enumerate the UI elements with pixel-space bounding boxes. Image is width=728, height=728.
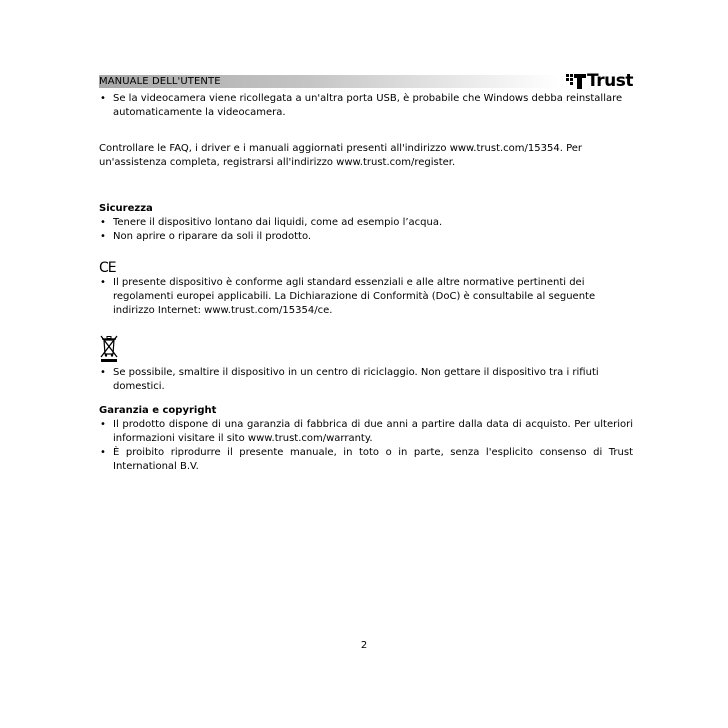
- list-item: • È proibito riprodurre il presente manuale, in toto o in parte, senza l'esplicito consenso di Trust International B.V.: [99, 446, 633, 474]
- document-body: [99, 92, 633, 474]
- list-item: • Se la videocamera viene ricollegata a un'altra porta USB, è probabile che Windows debba reinstallare automaticamente la videocamera.: [99, 92, 633, 120]
- crossed-out-bin-icon: [99, 334, 633, 362]
- trust-logo: [566, 72, 633, 90]
- list-item: • Non aprire o riparare da soli il prodotto.: [99, 230, 633, 244]
- list-item: • Se possibile, smaltire il dispositivo in un centro di riciclaggio. Non gettare il dispositivo tra i rifiuti domestici.: [99, 366, 633, 394]
- page-number: 2: [360, 640, 368, 651]
- safety-list: [99, 216, 633, 244]
- section-heading-safety: Sicurezza: [99, 203, 153, 214]
- intro-list: [99, 92, 633, 120]
- list-item: • Il prodotto dispone di una garanzia di fabbrica di due anni a partire dalla data di acquisto. Per ulteriori informazioni visitare il sito www.trust.com/warranty.: [99, 418, 633, 446]
- section-heading-warranty: Garanzia e copyright: [99, 405, 217, 416]
- ce-list: [99, 276, 633, 318]
- trust-logo-mark-icon: [566, 73, 586, 89]
- header-title: MANUALE DELL'UTENTE: [99, 76, 221, 87]
- warranty-list: [99, 418, 633, 474]
- weee-list: [99, 366, 633, 394]
- page-header: [99, 72, 633, 90]
- faq-paragraph: Controllare le FAQ, i driver e i manuali aggiornati presenti all'indirizzo www.trust.com/15354. Per un'assistenza completa, registrarsi all'indirizzo www.trust.com/register.: [99, 143, 583, 168]
- ce-mark-icon: CE: [99, 260, 116, 276]
- list-item: • Il presente dispositivo è conforme agli standard essenziali e alle altre normative pertinenti dei regolamenti europei applicabili. La Dichiarazione di Conformità (DoC) è consultabile al seguente indirizzo Internet: www.trust.com/15354/ce.: [99, 276, 633, 318]
- list-item: • Tenere il dispositivo lontano dai liquidi, come ad esempio l’acqua.: [99, 216, 633, 230]
- logo-text: Trust: [587, 71, 633, 91]
